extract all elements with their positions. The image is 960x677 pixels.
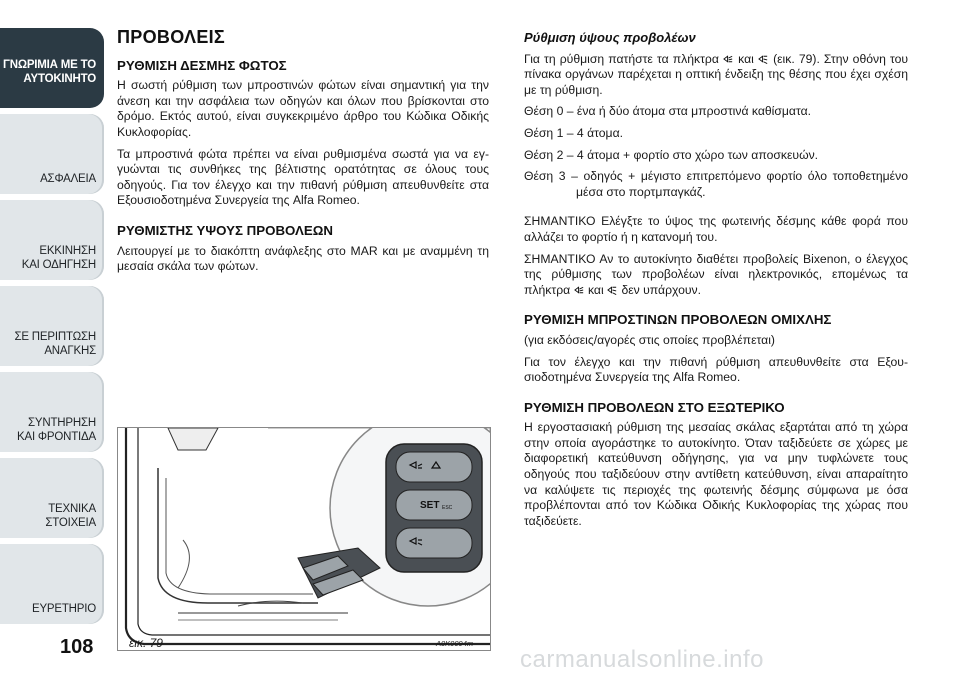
tab-technical-data[interactable] — [0, 458, 104, 538]
section-heading-leveller: ΡΥΘΜΙΣΤΗΣ ΥΨΟΥΣ ΠΡΟΒΟΛΕΩΝ — [117, 222, 334, 238]
tab-emergency[interactable] — [0, 286, 104, 366]
left-column — [117, 27, 489, 281]
tab-getting-to-know[interactable] — [0, 28, 104, 108]
page-title: ΠΡΟΒΟΛΕΙΣ — [117, 27, 226, 47]
tab-label-line2: ΑΥΤΟΚΙΝΗΤΟ — [23, 73, 96, 85]
right-column — [524, 30, 908, 535]
paragraph — [524, 52, 908, 99]
section-heading-beam: ΡΥΘΜΙΣΗ ΔΕΣΜΗΣ ΦΩΤΟΣ — [117, 57, 287, 73]
tab-label-line1: ΕΚΚΙΝΗΣΗ — [39, 245, 96, 257]
tab-index[interactable] — [0, 544, 104, 624]
beam-height-up-button — [396, 452, 472, 482]
tab-label-line1: ΣΕ ΠΕΡΙΠΤΩΣΗ — [14, 331, 96, 343]
spacer — [117, 215, 489, 223]
figure-code: A0K0094m — [436, 639, 474, 648]
headlight-up-icon — [723, 54, 734, 64]
spacer — [524, 304, 908, 312]
paragraph: Λειτουργεί με το διακόπτη ανάφλεξης στο MAR και με αναμμένη τη μεσαία σκάλα των φώτων. — [117, 243, 489, 274]
tab-label-line2: ΑΝΑΓΚΗΣ — [44, 345, 96, 357]
tab-label-line1: ΣΥΝΤΗΡΗΣΗ — [27, 417, 96, 429]
paragraph: Η εργοστασιακή ρύθμιση της μεσαίας σκάλας εξαρτάται από τη χώρα στην οποία αγοράστηκε το αυτοκίνητο. Όταν ταξιδεύετε σε χώρες με διαφορετική κατεύθυνση οδήγησης, για να μην τυφλώνετε τους οδηγούς που ταξιδεύουν στην αντίθετη κατεύθυνση, είναι απαραίτητο να καλύψετε τις περιοχές της φωτεινής δέσμης σύμφωνα με όσα προβλέπονται από τον Κώδικα Οδικής Κυκλοφορίας της χώρας που ταξιδεύετε. — [524, 420, 908, 528]
esc-label: ESC — [442, 505, 453, 511]
spacer — [524, 392, 908, 400]
position-2: Θέση 2 – 4 άτομα + φορτίο στο χώρο των αποσκευών. — [524, 147, 819, 162]
spacer — [524, 206, 908, 214]
text-run: και — [587, 282, 604, 297]
paragraph: Τα μπροστινά φώτα πρέπει να είναι ρυθμισμένα σωστά για να εγγυώνται τις συνθήκες της βέλτιστης ορατότητας σε όλους τους οδηγούς. Για τον έλεγχο και την πιθανή ρύθμιση απευθυνθείτε στα Εξουσιοδοτημένα Συνεργεία της Alfa Romeo. — [117, 146, 489, 208]
text-run: ΣΗΜΑΝΤΙΚΟ Αν το αυτοκίνητο διαθέτει προβολείς Bixenon, ο έλεγχος της ρύθμισης των προβολέων είναι ηλεκτρονικός, επομένως τα πλήκτρα — [524, 251, 908, 297]
dashboard-illustration — [118, 428, 490, 650]
tab-safety[interactable] — [0, 114, 104, 194]
text-run: και — [738, 51, 754, 66]
text-run: δεν υπάρχουν. — [621, 282, 702, 297]
tab-label — [14, 330, 96, 358]
tab-label-line2: ΚΑΙ ΟΔΗΓΗΣΗ — [21, 259, 96, 271]
headlight-down-icon — [607, 285, 618, 295]
tab-label-line2: ΣΤΟΙΧΕΙΑ — [45, 517, 96, 529]
chapter-sidebar — [0, 28, 104, 630]
important-note-bixenon — [524, 252, 908, 299]
tab-label: ΑΣΦΑΛΕΙΑ — [40, 173, 96, 185]
figure-79-headlight-switch — [117, 427, 491, 651]
tab-label: ΕΥΡΕΤΗΡΙΟ — [31, 603, 96, 615]
subheading-beam-height: Ρύθμιση ύψους προβολέων — [524, 30, 696, 45]
tab-label-line2: ΚΑΙ ΦΡΟΝΤΙΔΑ — [17, 431, 96, 443]
paragraph: Η σωστή ρύθμιση των μπροστινών φώτων είναι σημαντική για την άνεση και την ασφάλεια των οδηγών και όλων που βρίσκονται στο δρόμο. Εκτός αυτού, είναι συγκεκριμένο άρθρο του Κώδικα Οδικής Κυκλοφορίας. — [117, 78, 489, 139]
position-0: Θέση 0 – ένα ή δύο άτομα στα μπροστινά καθίσματα. — [524, 104, 812, 119]
figure-caption: εικ. 79 — [129, 636, 163, 650]
important-note-load: ΣΗΜΑΝΤΙΚΟ Ελέγξτε το ύψος της φωτεινής δέσμης κάθε φορά που αλλάζει το φορτίο ή η κατανομή του. — [524, 214, 908, 244]
position-3: Θέση 3 – οδηγός + μέγιστο επιτρεπόμενο φορτίο όλο τοποθετημένο μέσα στο πορτμπαγκάζ. — [524, 169, 908, 199]
tab-label — [17, 416, 96, 444]
tab-maintenance[interactable] — [0, 372, 104, 452]
headlight-down-icon — [758, 54, 769, 64]
watermark: carmanualsonline.info — [520, 646, 764, 673]
page-number: 108 — [60, 636, 94, 658]
beam-height-down-button — [396, 528, 472, 558]
section-heading-fog: ΡΥΘΜΙΣΗ ΜΠΡΟΣΤΙΝΩΝ ΠΡΟΒΟΛΕΩΝ ΟΜΙΧΛΗΣ — [524, 312, 832, 328]
fog-subtitle: (για εκδόσεις/αγορές στις οποίες προβλέπεται) — [524, 332, 775, 347]
tab-label — [45, 502, 96, 530]
paragraph: Για τον έλεγχο και την πιθανή ρύθμιση απευθυνθείτε στα Εξουσιοδοτημένα Συνεργεία της Alfa Romeo. — [524, 354, 908, 385]
tab-label-line1: ΤΕΧΝΙΚΑ — [48, 503, 96, 515]
tab-label — [3, 58, 96, 86]
position-1: Θέση 1 – 4 άτομα. — [524, 125, 624, 140]
text-run: (εικ. 79). Στην οθόνη του πίνακα οργάνων παρέχεται η οπτική ένδειξη της θέσης που έχει σχέση με τη ρύθμιση. — [524, 51, 909, 97]
tab-label-line1: ΓΝΩΡΙΜΙΑ ΜΕ ΤΟ — [3, 59, 96, 71]
set-label: SET — [420, 500, 440, 511]
tab-label — [22, 244, 96, 272]
text-run: Για τη ρύθμιση πατήστε τα πλήκτρα — [524, 51, 719, 66]
tab-starting-driving[interactable] — [0, 200, 104, 280]
section-heading-abroad: ΡΥΘΜΙΣΗ ΠΡΟΒΟΛΕΩΝ ΣΤΟ ΕΞΩΤΕΡΙΚΟ — [524, 399, 785, 415]
headlight-up-icon — [574, 285, 585, 295]
